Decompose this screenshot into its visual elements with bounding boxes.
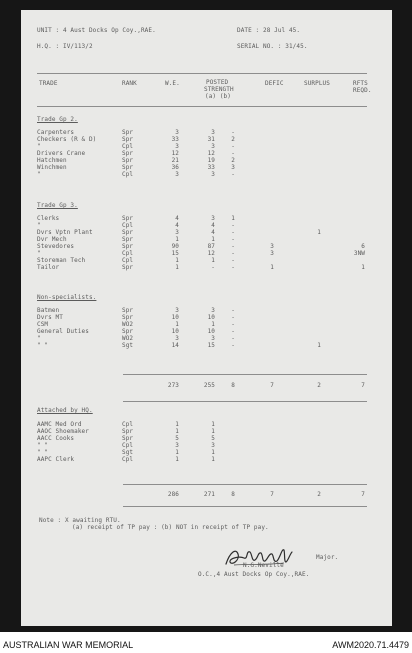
cell-trade: Dvr Mech	[37, 236, 67, 244]
col-trade: TRADE	[39, 80, 58, 87]
total-rule-bottom	[123, 506, 367, 507]
cell-a: 12	[207, 250, 215, 258]
cell-rank: Cpl	[122, 421, 134, 428]
cell-we: 12	[171, 150, 179, 158]
cell-a: 15	[207, 342, 215, 350]
cell-trade: Dvrs Vptn Plant	[37, 229, 93, 237]
cell-rank: Cpl	[122, 143, 134, 151]
cell-trade: AAMC Med Ord	[37, 421, 82, 428]
cell-trade: AACC Cooks	[37, 435, 75, 443]
cell-a: 1	[211, 449, 215, 457]
cell-we: 1	[175, 421, 179, 428]
cell-rank: Spr	[122, 150, 134, 158]
cell-def: 1	[270, 264, 274, 272]
subtotal-a: 255	[203, 382, 215, 389]
cell-rank: Cpl	[122, 250, 134, 258]
subtotal-sur: 2	[317, 382, 321, 389]
cell-b: -	[231, 328, 235, 336]
subtotal-b: 8	[231, 382, 235, 389]
cell-a: 1	[211, 321, 215, 329]
col-reqd: REQD.	[353, 87, 372, 94]
cell-rank: Spr	[122, 264, 134, 272]
cell-a: 3	[211, 129, 215, 136]
cell-b: 1	[231, 215, 235, 222]
col-deficiency: DEFIC	[265, 80, 284, 87]
cell-a: 1	[211, 428, 215, 436]
cell-rank: Spr	[122, 129, 134, 136]
cell-b: -	[231, 250, 235, 258]
cell-a: 1	[211, 236, 215, 244]
header-bottom-rule	[37, 106, 367, 107]
attached-section-title: Attached by HQ.	[37, 407, 93, 414]
cell-trade: Dvrs MT	[37, 314, 63, 322]
cell-we: 1	[175, 456, 179, 464]
cell-rank: Spr	[122, 229, 134, 237]
cell-rank: Spr	[122, 307, 134, 314]
note-line-2: (a) receipt of TP pay : (b) NOT in receipt of TP pay.	[72, 524, 269, 531]
cell-b: -	[231, 236, 235, 244]
cell-we: 10	[171, 328, 179, 336]
cell-we: 3	[175, 171, 179, 179]
cell-rank: Spr	[122, 236, 134, 244]
cell-a: 19	[207, 157, 215, 165]
cell-trade: " "	[37, 442, 49, 450]
cell-a: 3	[211, 335, 215, 343]
file-reference: H.Q. : IV/113/2	[37, 43, 93, 50]
subtotal-def: 7	[270, 382, 274, 389]
document-page	[21, 10, 392, 626]
cell-a: 1	[211, 257, 215, 265]
subtotal-rft: 7	[361, 382, 365, 389]
cell-trade: Checkers (R & D)	[37, 136, 97, 144]
cell-we: 5	[175, 435, 179, 443]
cell-trade: Storeman Tech	[37, 257, 86, 265]
cell-b: -	[231, 222, 235, 230]
cell-a: 3	[211, 171, 215, 179]
cell-b: -	[231, 314, 235, 322]
cell-a: 4	[211, 222, 215, 230]
cell-sur: 1	[317, 342, 321, 350]
col-strength: STRENGTH	[204, 86, 234, 93]
cell-def: 3	[270, 250, 274, 258]
cell-we: 1	[175, 236, 179, 244]
total-sur: 2	[317, 491, 321, 498]
cell-rank: Spr	[122, 314, 134, 322]
cell-sur: 1	[317, 229, 321, 237]
cell-we: 3	[175, 442, 179, 450]
cell-we: 1	[175, 428, 179, 436]
cell-rft: 6	[361, 243, 365, 251]
cell-trade: "	[37, 222, 41, 230]
cell-trade: Clerks	[37, 215, 60, 222]
total-rft: 7	[361, 491, 365, 498]
cell-we: 3	[175, 143, 179, 151]
total-def: 7	[270, 491, 274, 498]
cell-a: 5	[211, 435, 215, 443]
cell-b: -	[231, 243, 235, 251]
subtotal-we: 273	[167, 382, 179, 389]
cell-trade: " "	[37, 342, 49, 350]
cell-b: -	[231, 143, 235, 151]
cell-a: 33	[207, 164, 215, 172]
section-title: Non-specialists.	[37, 294, 97, 301]
col-rfts: RFTS	[353, 80, 368, 87]
cell-rank: Spr	[122, 157, 134, 165]
cell-rank: Cpl	[122, 257, 134, 265]
cell-trade: AAPC Clerk	[37, 456, 75, 464]
cell-a: 31	[207, 136, 215, 144]
cell-rank: Sgt	[122, 342, 134, 350]
cell-trade: CSM	[37, 321, 49, 329]
unit-line: UNIT : 4 Aust Docks Op Coy.,RAE.	[37, 27, 156, 34]
cell-trade: Carpenters	[37, 129, 75, 136]
cell-b: -	[231, 229, 235, 237]
cell-rank: Spr	[122, 328, 134, 336]
cell-rank: WO2	[122, 335, 134, 343]
section-title: Trade Gp 2.	[37, 116, 78, 123]
cell-we: 15	[171, 250, 179, 258]
cell-a: 3	[211, 143, 215, 151]
cell-a: 87	[207, 243, 215, 251]
cell-b: -	[231, 264, 235, 272]
footer-institution: AUSTRALIAN WAR MEMORIAL	[3, 640, 134, 650]
signatory-name: N.G.Neville	[243, 562, 284, 569]
cell-trade: Hatchmen	[37, 157, 67, 165]
cell-trade: "	[37, 171, 41, 179]
cell-we: 33	[171, 136, 179, 144]
cell-we: 14	[171, 342, 179, 350]
cell-rank: Cpl	[122, 222, 134, 230]
cell-def: 3	[270, 243, 274, 251]
cell-a: 3	[211, 307, 215, 314]
cell-b: -	[231, 257, 235, 265]
cell-we: 1	[175, 257, 179, 265]
cell-rank: Spr	[122, 435, 134, 443]
total-b: 8	[231, 491, 235, 498]
cell-trade: AAOC Shoemaker	[37, 428, 89, 436]
col-rank: RANK	[122, 80, 137, 87]
cell-trade: Tailor	[37, 264, 60, 272]
cell-b: -	[231, 335, 235, 343]
cell-we: 4	[175, 222, 179, 230]
note-line-1: Note : X awaiting RTU.	[39, 517, 121, 524]
col-we: W.E.	[165, 80, 180, 87]
cell-a: 10	[207, 328, 215, 336]
cell-trade: Stevedores	[37, 243, 75, 251]
cell-we: 1	[175, 449, 179, 457]
cell-trade: Batmen	[37, 307, 60, 314]
cell-b: 2	[231, 157, 235, 165]
cell-we: 1	[175, 264, 179, 272]
cell-rft: 1	[361, 264, 365, 272]
cell-rank: Spr	[122, 243, 134, 251]
col-posted-sub: (a) (b)	[205, 93, 231, 100]
cell-rank: Spr	[122, 136, 134, 144]
table-top-rule	[37, 73, 367, 74]
date-line: DATE : 28 Jul 45.	[237, 27, 301, 34]
cell-trade: "	[37, 335, 41, 343]
footer-accession-number: AWM2020.71.4479	[332, 640, 409, 650]
cell-trade: "	[37, 250, 41, 258]
cell-rank: Spr	[122, 215, 134, 222]
cell-trade: "	[37, 143, 41, 151]
cell-b: 2	[231, 136, 235, 144]
cell-we: 21	[171, 157, 179, 165]
cell-a: 1	[211, 456, 215, 464]
cell-we: 3	[175, 129, 179, 136]
cell-a: 10	[207, 314, 215, 322]
col-posted: POSTED	[206, 79, 229, 86]
cell-we: 90	[171, 243, 179, 251]
cell-we: 10	[171, 314, 179, 322]
serial-number: SERIAL NO. : 31/45.	[237, 43, 308, 50]
cell-a: -	[211, 264, 215, 272]
cell-b: 3	[231, 164, 235, 172]
cell-trade: Drivers Crane	[37, 150, 86, 158]
col-surplus: SURPLUS	[304, 80, 330, 87]
cell-trade: Winchmen	[37, 164, 67, 172]
cell-b: -	[231, 307, 235, 314]
section-title: Trade Gp 3.	[37, 202, 78, 209]
cell-trade: General Duties	[37, 328, 89, 336]
cell-rank: WO2	[122, 321, 134, 329]
subtotal-rule-bottom	[123, 401, 367, 402]
total-rule-top	[123, 484, 367, 485]
cell-b: -	[231, 150, 235, 158]
signatory-rank: Major.	[316, 554, 339, 561]
cell-we: 3	[175, 335, 179, 343]
cell-rank: Sgt	[122, 449, 134, 457]
cell-we: 3	[175, 307, 179, 314]
cell-we: 1	[175, 321, 179, 329]
cell-we: 4	[175, 215, 179, 222]
cell-b: -	[231, 171, 235, 179]
cell-rank: Cpl	[122, 442, 134, 450]
cell-b: -	[231, 342, 235, 350]
subtotal-rule-top	[123, 374, 367, 375]
cell-a: 4	[211, 229, 215, 237]
cell-a: 12	[207, 150, 215, 158]
total-a: 271	[203, 491, 215, 498]
cell-b: -	[231, 321, 235, 329]
cell-b: -	[231, 129, 235, 136]
cell-rank: Cpl	[122, 456, 134, 464]
cell-rank: Spr	[122, 164, 134, 172]
total-we: 286	[167, 491, 179, 498]
cell-a: 3	[211, 215, 215, 222]
cell-we: 3	[175, 229, 179, 237]
cell-rft: 3NW	[353, 250, 365, 258]
cell-rank: Cpl	[122, 171, 134, 179]
cell-a: 1	[211, 421, 215, 428]
cell-rank: Spr	[122, 428, 134, 436]
cell-we: 36	[171, 164, 179, 172]
cell-a: 3	[211, 442, 215, 450]
signatory-appointment: O.C.,4 Aust Docks Op Coy.,RAE.	[198, 571, 310, 578]
cell-trade: " "	[37, 449, 49, 457]
